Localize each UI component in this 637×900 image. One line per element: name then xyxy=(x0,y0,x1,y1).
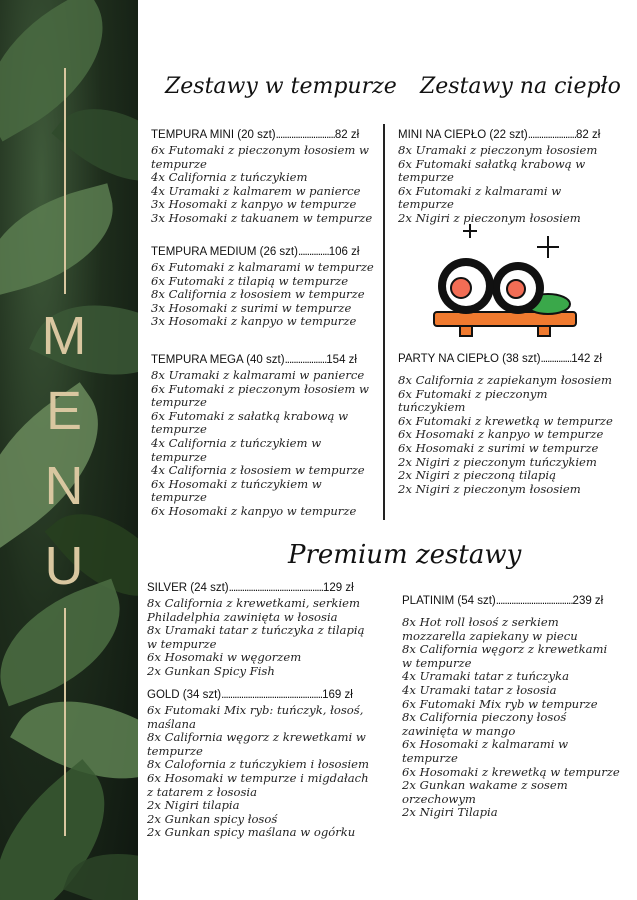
set-price: 129 zł xyxy=(322,582,354,594)
list-item: 6x Hosomaki z kanpyo w tempurze xyxy=(151,503,357,518)
sushi-illustration-icon xyxy=(430,222,580,337)
list-item: 8x California z łososiem w tempurze xyxy=(151,287,365,302)
dot-leader: ................... xyxy=(284,354,327,366)
set-name: PARTY NA CIEPŁO (38 szt) xyxy=(398,353,541,365)
dot-leader: ................................... xyxy=(495,595,573,607)
list-item: 6x Hosomaki z surimi w tempurze xyxy=(398,440,599,455)
set-name: TEMPURA MINI (20 szt) xyxy=(151,129,276,141)
item-list xyxy=(151,144,376,226)
set-price: 142 zł xyxy=(571,353,602,365)
dot-leader: ...................... xyxy=(527,129,577,141)
menu-letter-m: M xyxy=(41,306,89,366)
set-price: 239 zł xyxy=(572,595,604,607)
menu-line-bottom xyxy=(64,608,66,836)
list-item: 4x Uramaki tatar z tuńczyka xyxy=(402,669,569,684)
section-party-cieplo xyxy=(398,352,618,496)
item-list xyxy=(398,374,618,496)
list-item: 6x Hosomaki z krewetką w tempurze xyxy=(402,764,620,779)
list-item: 6x Futomaki z pieczonym łososiem w tempurze xyxy=(151,143,369,171)
item-list xyxy=(398,144,618,226)
set-name: GOLD (34 szt) xyxy=(147,689,222,701)
list-item: 2x Gunkan wakame z sosem orzechowym xyxy=(402,778,568,806)
list-item: 6x Futomaki z kalmarami w tempurze xyxy=(398,183,562,212)
list-item: 6x Hosomaki z kanpyo w tempurze xyxy=(398,427,604,442)
list-item: 2x Gunkan spicy maślana w ogórku xyxy=(147,825,356,840)
section-tempura-medium xyxy=(151,245,376,329)
set-price: 169 zł xyxy=(322,689,353,701)
list-item: 8x California węgorz z krewetkami w tempurze xyxy=(402,642,608,670)
dot-leader: .............. xyxy=(540,353,572,365)
heading-cieplo: Zestawy na ciepło xyxy=(420,74,621,99)
item-list xyxy=(151,261,376,329)
list-item: 2x Nigiri z pieczonym tuńczykiem xyxy=(398,454,597,469)
section-tempura-mega xyxy=(151,353,376,519)
list-item: 2x Nigiri Tilapia xyxy=(402,805,498,820)
list-item: 2x Gunkan Spicy Fish xyxy=(147,663,275,678)
set-name: TEMPURA MEDIUM (26 szt) xyxy=(151,246,298,258)
section-title xyxy=(398,128,618,142)
menu-line-top xyxy=(64,68,66,294)
set-name: TEMPURA MEGA (40 szt) xyxy=(151,354,285,366)
dot-leader: .............. xyxy=(297,246,329,258)
list-item: 4x California z tuńczykiem w tempurze xyxy=(151,435,322,464)
list-item: 4x California z łososiem w tempurze xyxy=(151,463,365,478)
item-list xyxy=(402,616,620,820)
section-title xyxy=(151,245,376,259)
list-item: 6x Futomaki Mix ryb w tempurze xyxy=(402,696,598,711)
list-item: 4x Uramaki z kalmarem w panierce xyxy=(151,183,361,198)
list-item: 6x Futomaki z pieczonym tuńczykiem xyxy=(398,386,548,415)
list-item: 8x Uramaki z kalmarami w panierce xyxy=(151,368,365,382)
list-item: 2x Nigiri z pieczonym łososiem xyxy=(398,481,581,496)
heading-premium: Premium zestawy xyxy=(288,540,522,570)
list-item: 8x Calofornia z tuńczykiem i łososiem xyxy=(147,757,370,772)
list-item: 8x California z krewetkami, serkiem Philadelphia zawinięta w łososia xyxy=(147,596,361,624)
list-item: 6x Futomaki sałatką krabową w tempurze xyxy=(398,156,586,185)
list-item: 3x Hosomaki z kanpyo w tempurze xyxy=(151,314,357,329)
list-item: 2x Gunkan spicy łosoś xyxy=(147,811,278,826)
item-list xyxy=(151,369,376,519)
menu-letter-e: E xyxy=(45,381,85,441)
menu-letter-n: N xyxy=(44,456,86,516)
list-item: 6x Futomaki z tilapią w tempurze xyxy=(151,273,349,288)
list-item: 8x California węgorz z krewetkami w tempurze xyxy=(147,730,366,758)
list-item: 8x California z zapiekanym łososiem xyxy=(398,373,613,387)
item-list xyxy=(147,597,372,679)
section-title xyxy=(151,353,376,367)
section-title xyxy=(151,128,376,142)
list-item: 6x Hosomaki w tempurze i migdałach z tatarem z łososia xyxy=(147,770,369,799)
list-item: 4x California z tuńczykiem xyxy=(151,170,308,185)
section-platinim xyxy=(402,594,620,820)
list-item: 6x Hosomaki w węgorzem xyxy=(147,650,302,665)
section-title xyxy=(398,352,618,366)
menu-letter-u: U xyxy=(44,536,86,596)
list-item: 6x Futomaki z krewetką w tempurze xyxy=(398,413,613,428)
list-item: 8x Hot roll łosoś z serkiem mozzarella zapiekany w piecu xyxy=(402,615,578,643)
section-gold xyxy=(147,688,372,840)
list-item: 6x Futomaki z kalmarami w tempurze xyxy=(151,260,374,274)
list-item: 6x Hosomaki z kalmarami w tempurze xyxy=(402,737,569,765)
section-title xyxy=(147,688,372,702)
heading-tempura: Zestawy w tempurze xyxy=(165,74,397,99)
set-name: PLATINIM (54 szt) xyxy=(402,595,496,607)
list-item: 2x Nigiri tilapia xyxy=(147,798,240,813)
set-price: 82 zł xyxy=(334,129,360,141)
section-silver xyxy=(147,581,372,679)
list-item: 8x Uramaki z pieczonym łososiem xyxy=(398,143,598,157)
list-item: 8x California pieczony łosoś zawinięta w mango xyxy=(402,710,567,738)
leaf-background xyxy=(0,0,138,900)
set-price: 106 zł xyxy=(328,246,360,258)
column-divider xyxy=(383,124,385,520)
section-title xyxy=(402,594,620,608)
section-mini-cieplo xyxy=(398,128,618,226)
set-price: 154 zł xyxy=(326,354,357,366)
list-item: 3x Hosomaki z kanpyo w tempurze xyxy=(151,197,357,212)
list-item: 6x Hosomaki z tuńczykiem w tempurze xyxy=(151,476,322,505)
dot-leader: ........................................... xyxy=(228,582,323,594)
set-name: MINI NA CIEPŁO (22 szt) xyxy=(398,129,528,141)
item-list xyxy=(147,704,372,840)
list-item: 2x Nigiri z pieczoną tilapią xyxy=(398,468,556,483)
set-name: SILVER (24 szt) xyxy=(147,582,229,594)
list-item: 6x Futomaki Mix ryb: tuńczyk, łosoś, maślana xyxy=(147,703,364,731)
list-item: 3x Hosomaki z surimi w tempurze xyxy=(151,300,352,315)
list-item: 6x Futomaki z sałatką krabową w tempurze xyxy=(151,408,349,437)
section-tempura-mini xyxy=(151,128,376,226)
list-item: 2x Nigiri z pieczonym łososiem xyxy=(398,210,581,225)
set-price: 82 zł xyxy=(576,129,601,141)
list-item: 3x Hosomaki z takuanem w tempurze xyxy=(151,210,373,225)
section-title xyxy=(147,581,372,595)
dot-leader: .............................................. xyxy=(221,689,323,701)
list-item: 8x Uramaki tatar z tuńczyka z tilapią w tempurze xyxy=(147,623,365,651)
dot-leader: ........................... xyxy=(275,129,335,141)
list-item: 6x Futomaki z pieczonym łososiem w tempurze xyxy=(151,381,369,410)
list-item: 4x Uramaki tatar z łososia xyxy=(402,682,557,697)
